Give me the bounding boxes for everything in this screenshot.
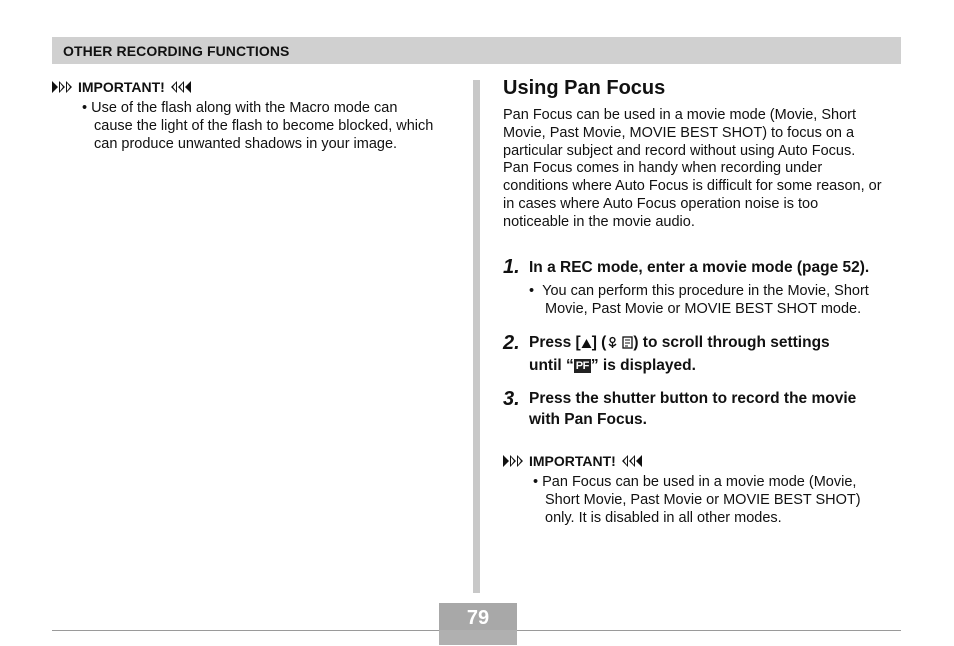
left-important-heading <box>52 79 191 95</box>
triple-arrow-left-icon <box>169 81 191 93</box>
page-number-box <box>439 603 517 645</box>
bullet-line: cause the light of the flash to become blocked, which <box>94 117 434 134</box>
intro-line: Pan Focus can be used in a movie mode (Movie, Short <box>503 107 857 123</box>
self-timer-icon <box>622 335 633 356</box>
bullet-line: Short Movie, Past Movie or MOVIE BEST SHOT) <box>545 491 861 508</box>
header-title: OTHER RECORDING FUNCTIONS <box>63 43 290 59</box>
section-intro <box>503 107 903 232</box>
step-1-text <box>529 258 869 279</box>
triple-arrow-left-icon <box>620 455 642 467</box>
step-2-text <box>529 333 830 376</box>
bullet-line: Use of the flash along with the Macro mode can <box>91 100 398 116</box>
step-text-part: ) to scroll through settings <box>633 334 830 351</box>
step-2-number: 2. <box>503 332 520 354</box>
step-text-part: ” is displayed. <box>590 356 696 374</box>
bullet-line: Movie, Past Movie or MOVIE BEST SHOT mode. <box>545 300 862 317</box>
macro-flower-icon <box>606 335 619 356</box>
intro-line: particular subject and record without using Auto Focus. <box>503 142 856 159</box>
triple-arrow-right-icon <box>52 81 74 93</box>
intro-line: noticeable in the movie audio. <box>503 213 695 230</box>
section-title: Using Pan Focus <box>503 77 666 99</box>
right-important-bullet: • Pan Focus can be used in a movie mode (Movie, Short Movie, Past Movie or MOVIE BEST SHOT) only. It is disabled in all other modes. <box>533 474 861 526</box>
step-1-bullet: • You can perform this procedure in the Movie, Short Movie, Past Movie or MOVIE BEST SHOT mode. <box>529 283 869 317</box>
intro-line: in cases where Auto Focus operation noise is too <box>503 195 819 212</box>
pan-focus-icon: PF <box>575 359 589 372</box>
step-text-part: ] ( <box>591 334 607 351</box>
intro-line: conditions where Auto Focus is difficult for some reason, or <box>503 178 882 195</box>
bullet-line: can produce unwanted shadows in your image. <box>94 135 398 152</box>
intro-line: Pan Focus comes in handy when recording under <box>503 160 823 177</box>
triple-arrow-right-icon <box>503 455 525 467</box>
important-label: IMPORTANT! <box>78 79 165 95</box>
step-3-number: 3. <box>503 388 520 410</box>
step-3-text <box>529 389 856 430</box>
step-line: In a REC mode, enter a movie mode (page 52). <box>529 259 870 276</box>
right-important-heading <box>503 453 642 469</box>
bullet-line: You can perform this procedure in the Movie, Short <box>542 283 869 299</box>
step-line: with Pan Focus. <box>529 410 647 428</box>
page-number: 79 <box>466 607 490 629</box>
column-divider <box>473 80 480 593</box>
bullet-line: Pan Focus can be used in a movie mode (Movie, <box>542 474 857 490</box>
section-header-bar <box>52 37 901 64</box>
left-important-bullet: • Use of the flash along with the Macro mode can cause the light of the flash to become blocked, which can produce unwanted shadows in your image. <box>82 100 434 152</box>
bullet-line: only. It is disabled in all other modes. <box>545 509 782 526</box>
important-label: IMPORTANT! <box>529 453 616 469</box>
step-text-part: Press [ <box>529 334 581 351</box>
up-triangle-icon <box>581 335 592 356</box>
step-line: Press the shutter button to record the movie <box>529 390 857 407</box>
step-1-number: 1. <box>503 256 520 278</box>
intro-line: Movie, Past Movie, MOVIE BEST SHOT) to focus on a <box>503 124 855 141</box>
step-text-part: until “ <box>529 356 574 374</box>
